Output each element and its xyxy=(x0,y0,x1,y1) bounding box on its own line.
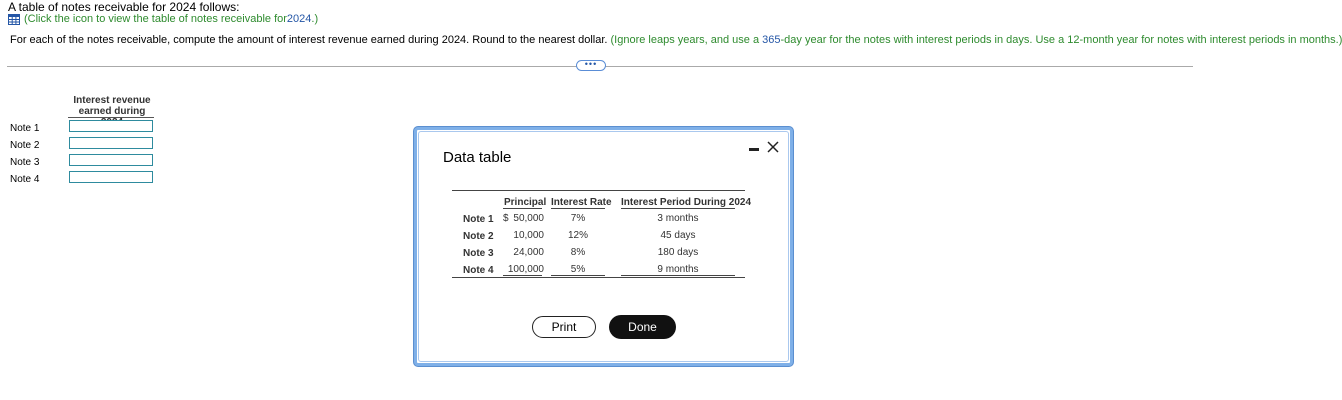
instruction-days: 365 xyxy=(762,34,781,46)
row-1-principal: 50,000 xyxy=(513,213,544,224)
header-principal: Principal xyxy=(504,197,547,208)
note-1-interest-input[interactable] xyxy=(69,120,153,132)
row-4-rate: 5% xyxy=(570,264,586,275)
instruction-paren-start: (Ignore leaps years, and use a xyxy=(610,34,763,46)
note-4-label: Note 4 xyxy=(10,174,40,185)
row-3-label: Note 3 xyxy=(463,248,494,259)
view-table-link[interactable] xyxy=(8,13,318,25)
row-1-rate: 7% xyxy=(570,213,586,224)
instruction xyxy=(10,34,1342,46)
click-year: 2024 xyxy=(286,13,312,25)
expand-button[interactable] xyxy=(576,60,606,71)
note-2-interest-input[interactable] xyxy=(69,137,153,149)
row-1-period: 3 months xyxy=(657,213,699,224)
row-2-label: Note 2 xyxy=(463,231,494,242)
note-2-label: Note 2 xyxy=(10,140,40,151)
principal-underline xyxy=(503,208,542,209)
row-2-principal: 10,000 xyxy=(513,230,544,241)
click-close: .) xyxy=(311,13,319,25)
instruction-paren-rest: -day year for the notes with interest periods in days. Use a 12-month year for notes with interest periods in months.) xyxy=(780,34,1342,46)
answer-header-line1: Interest revenue xyxy=(73,95,151,106)
click-instruction: (Click the icon to view the table of notes receivable for xyxy=(24,13,287,25)
principal-bottom-line xyxy=(503,275,542,276)
note-3-label: Note 3 xyxy=(10,157,40,168)
row-2-period: 45 days xyxy=(660,230,696,241)
period-bottom-line xyxy=(621,275,735,276)
note-1-label: Note 1 xyxy=(10,123,40,134)
header-interest-period: Interest Period During 2024 xyxy=(621,197,752,208)
row-1-currency: $ xyxy=(503,213,509,224)
rate-bottom-line xyxy=(551,275,605,276)
instruction-main: For each of the notes receivable, compute the amount of interest revenue earned during 2024. Round to the nearest dollar. xyxy=(10,34,611,46)
row-3-principal: 24,000 xyxy=(513,247,544,258)
row-4-period: 9 months xyxy=(657,264,699,275)
done-button[interactable]: Done xyxy=(609,315,676,339)
dialog-title: Data table xyxy=(443,149,512,166)
ellipsis-icon: ••• xyxy=(584,59,598,69)
row-3-period: 180 days xyxy=(657,247,699,258)
note-4-interest-input[interactable] xyxy=(69,171,153,183)
intro-text: A table of notes receivable for 2024 follows: xyxy=(8,0,240,14)
period-underline xyxy=(621,208,735,209)
note-3-interest-input[interactable] xyxy=(69,154,153,166)
minimize-icon[interactable] xyxy=(748,141,760,155)
row-2-rate: 12% xyxy=(567,230,588,241)
table-icon[interactable] xyxy=(8,14,20,25)
close-icon[interactable] xyxy=(766,140,780,154)
print-button[interactable]: Print xyxy=(532,316,596,338)
row-4-label: Note 4 xyxy=(463,265,494,276)
answer-header-line2: earned during xyxy=(78,106,146,117)
row-1-label: Note 1 xyxy=(463,214,494,225)
table-top-border xyxy=(452,190,745,191)
answer-header-underline xyxy=(68,117,154,118)
rate-underline xyxy=(551,208,605,209)
table-bottom-border xyxy=(452,277,745,278)
header-interest-rate: Interest Rate xyxy=(551,197,612,208)
row-4-principal: 100,000 xyxy=(507,264,544,275)
row-3-rate: 8% xyxy=(570,247,586,258)
